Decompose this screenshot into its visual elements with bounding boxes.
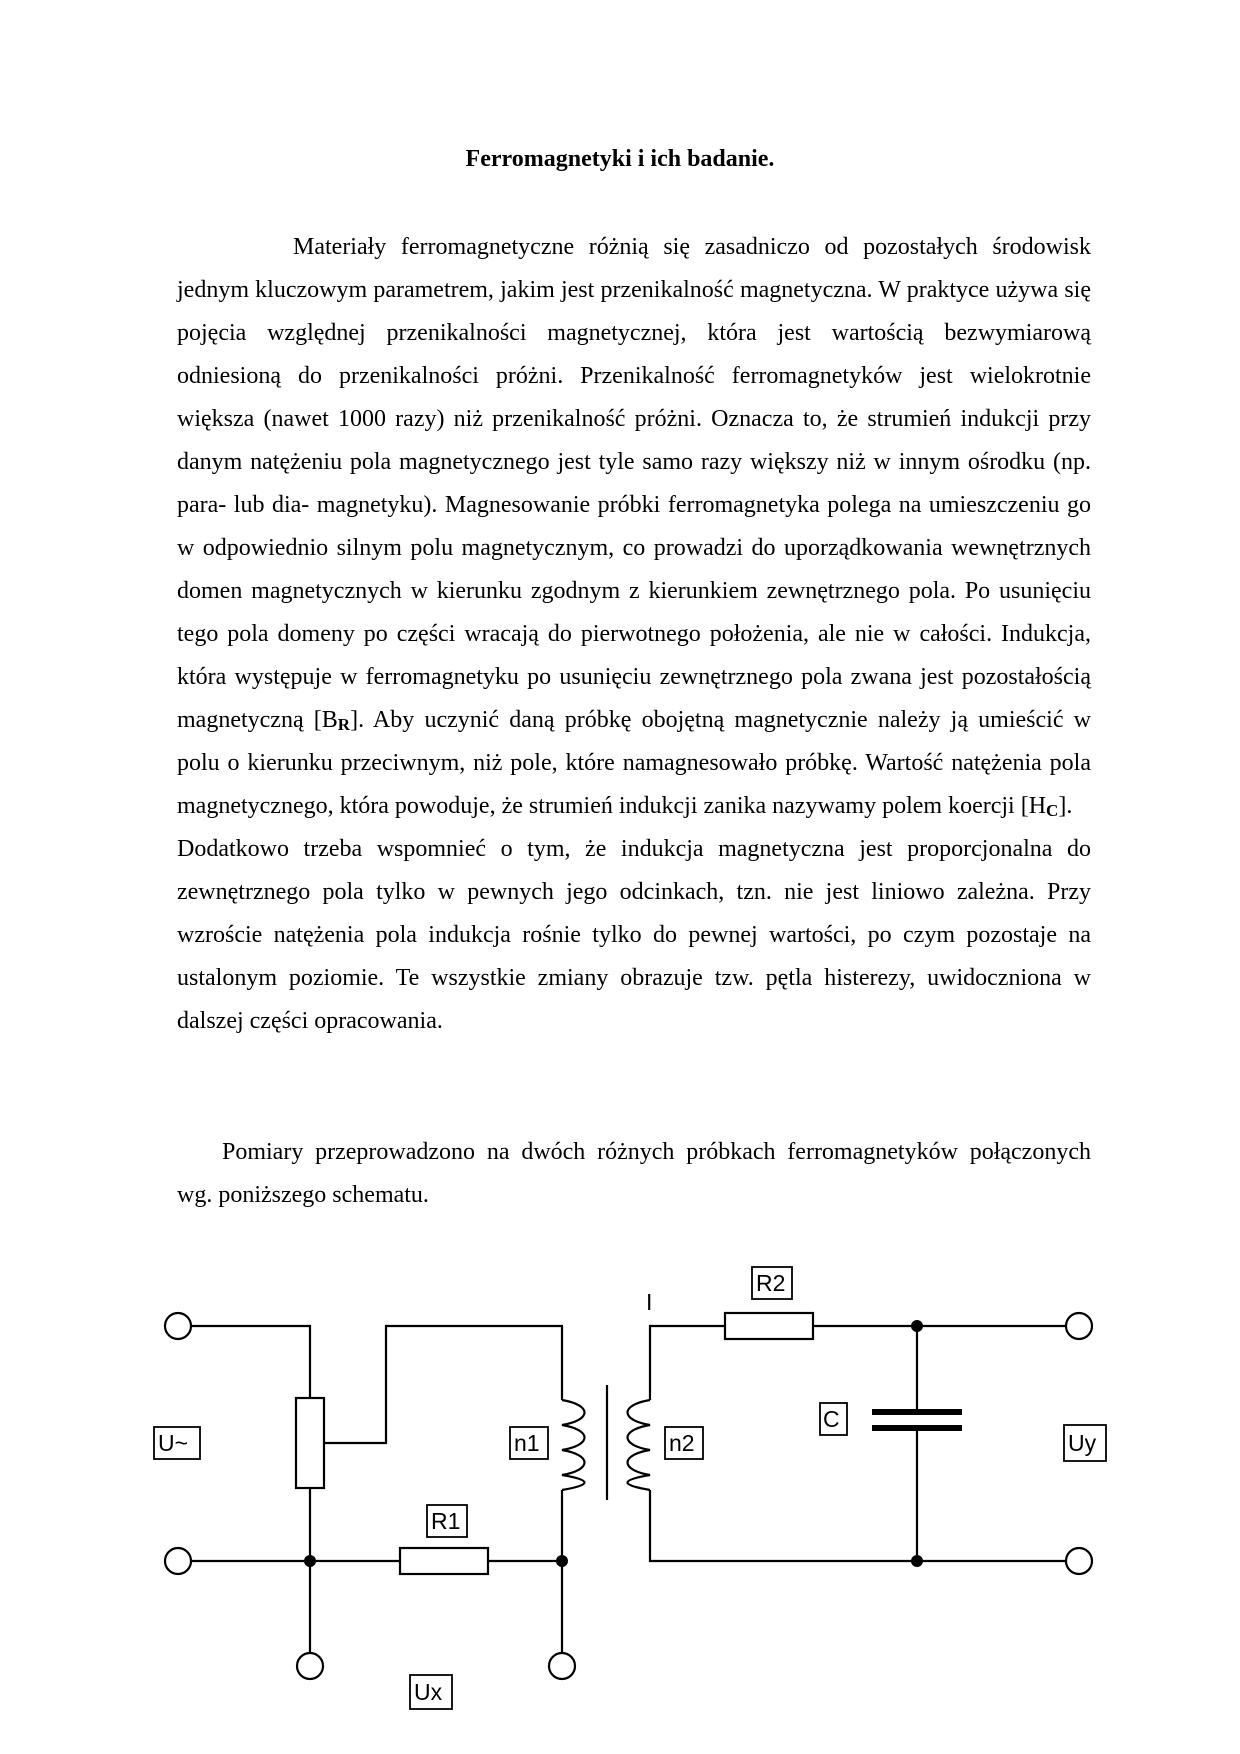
body-text <box>177 226 1091 1043</box>
paragraph-hysteresis: Dodatkowo trzeba wspomnieć o tym, że indukcja magnetyczna jest proporcjonalna do zewnętrznego pola tylko w pewnych jego odcinkach, tzn. nie jest liniowo zależna. Przy wzroście natężenia pola indukcja rośnie tylko do pewnej wartości, po czym pozostaje na ustalonym poziomie. Te wszystkie zmiany obrazuje tzw. pętla histerezy, uwidoczniona w dalszej części opracowania. <box>177 836 1091 1034</box>
junction-right <box>556 1555 568 1567</box>
wire-secondary-bottom <box>650 1490 1066 1561</box>
document-title: Ferromagnetyki i ich badanie. <box>465 146 775 172</box>
wire-secondary-top <box>650 1326 725 1400</box>
paragraph-materials: Materiały ferromagnetyczne różnią się zasadniczo od pozostałych środowisk jednym kluczowym parametrem, jakim jest przenikalność magnetyczna. W praktyce używa się pojęcia względnej przenikalności magnetycznej, która jest wartością bezwymiarową odniesioną do przenikalności próżni. Przenikalność ferromagnetyków jest wielokrotnie większa (nawet 1000 razy) niż przenikalność próżni. Oznacza to, że strumień indukcji przy danym natężeniu pola magnetycznego jest tyle samo razy większy niż w innym ośrodku (np. para- lub dia- magnetyku). Magnesowanie próbki ferromagnetyka polega na umieszczeniu go w odpowiednio silnym polu magnetycznym, co prowadzi do uporządkowania wewnętrznych domen magnetycznych w kierunku zgodnym z kierunkiem zewnętrznego pola. Po usunięciu tego pola domeny po części wracają do pierwotnego położenia, ale nie w całości. Indukcja, która występuje w ferromagnetyku po usunięciu zewnętrznego pola zwana jest pozostałością magnetyczną $[B_R]$. Aby uczynić daną próbkę obojętną magnetycznie należy ją umieścić w polu o kierunku przeciwnym, niż pole, które namagnesowało próbkę. Wartość natężenia pola magnetycznego, która powoduje, że strumień indukcji zanika nazywamy polem koercji $[H_C]$. <box>177 234 1091 820</box>
coil-n2 <box>628 1400 651 1490</box>
wire-wiper <box>324 1326 562 1443</box>
circuit-diagram <box>0 1250 1240 1754</box>
subscript-c: C <box>1046 801 1059 820</box>
terminal-in-bottom <box>165 1548 191 1574</box>
resistor-r1 <box>400 1548 488 1574</box>
wire-input-top <box>191 1326 310 1398</box>
label-r2: R2 <box>756 1270 786 1296</box>
resistor-r2 <box>725 1313 813 1339</box>
terminal-out-top <box>1066 1313 1092 1339</box>
paragraph-measurements-block <box>177 1131 1091 1217</box>
junction-left <box>304 1555 316 1567</box>
potentiometer <box>296 1398 324 1488</box>
terminal-out-bottom <box>1066 1548 1092 1574</box>
terminal-ux-right <box>549 1653 575 1679</box>
paragraph-measurements: Pomiary przeprowadzono na dwóch różnych próbkach ferromagnetyków połączonych wg. poniższego schematu. <box>177 1139 1091 1208</box>
label-n1: n1 <box>514 1430 540 1456</box>
junction-cap-top <box>911 1320 923 1332</box>
label-n2: n2 <box>669 1430 695 1456</box>
label-c: C <box>823 1406 840 1432</box>
label-uy: Uy <box>1068 1430 1097 1456</box>
junction-cap-bottom <box>911 1555 923 1567</box>
label-r1: R1 <box>431 1508 461 1534</box>
coil-n1 <box>562 1400 585 1490</box>
label-current: I <box>646 1289 653 1315</box>
label-u: U~ <box>158 1430 189 1456</box>
terminal-in-top <box>165 1313 191 1339</box>
label-ux: Ux <box>414 1679 443 1705</box>
terminal-ux-left <box>297 1653 323 1679</box>
subscript-r: R <box>337 715 351 734</box>
